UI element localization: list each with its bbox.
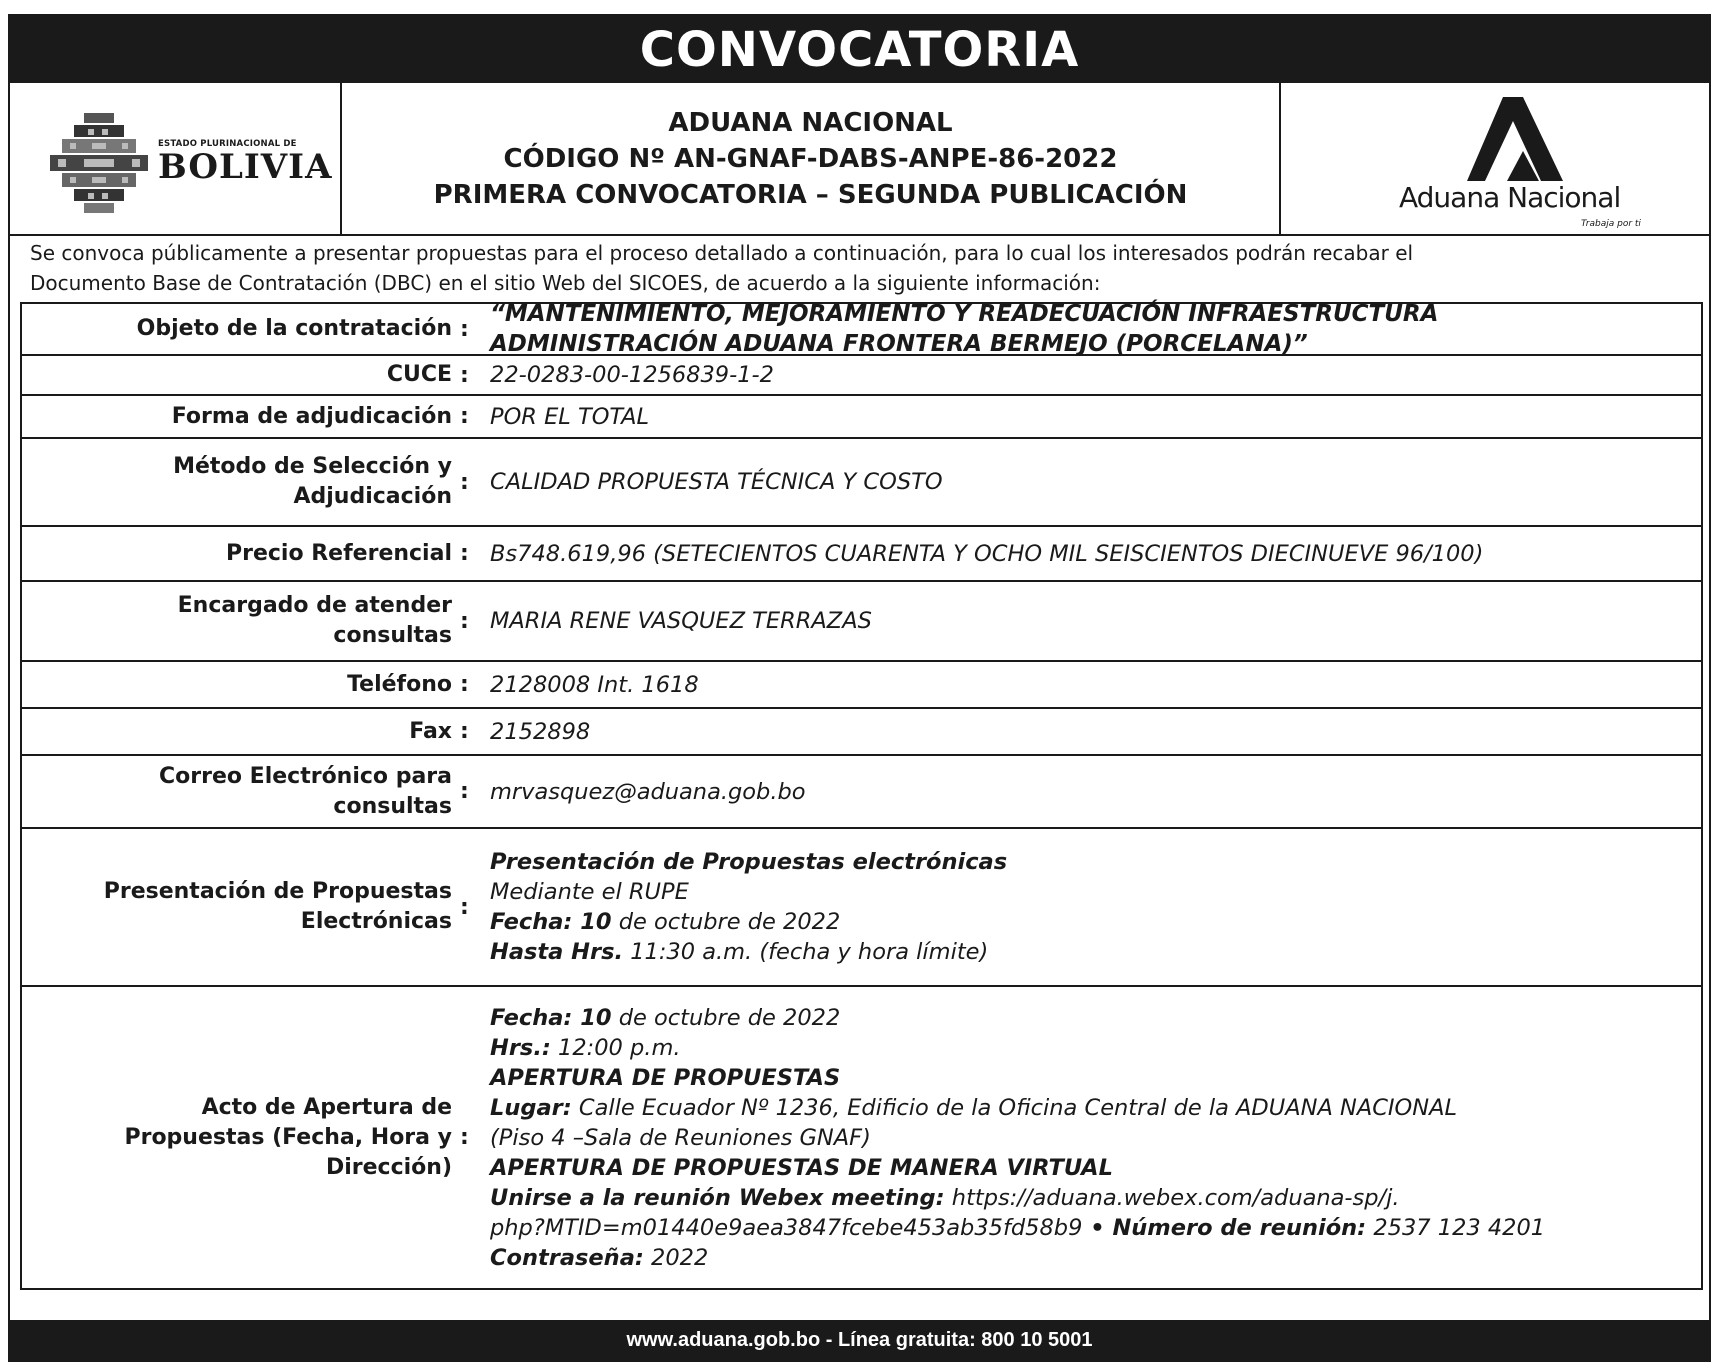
label-cuce: CUCE (386, 362, 452, 387)
presentacion-fecha: Fecha: 10 de octubre de 2022 (490, 909, 841, 935)
header-line2: CÓDIGO Nº AN-GNAF-DABS-ANPE-86-2022 (503, 143, 1118, 174)
presentacion-line2: Mediante el RUPE (490, 879, 689, 905)
acto-lugar: Lugar: Calle Ecuador Nº 1236, Edificio de la Oficina Central de la ADUANA NACIONAL (490, 1094, 1458, 1121)
banner-title: CONVOCATORIA (639, 21, 1080, 78)
acto-hrs: Hrs.: 12:00 p.m. (490, 1034, 681, 1061)
row-forma (22, 396, 1701, 439)
aduana-logo (1281, 83, 1709, 234)
header (10, 83, 1709, 236)
header-line3: PRIMERA CONVOCATORIA – SEGUNDA PUBLICACIÓN (433, 179, 1188, 210)
announcement-frame (8, 14, 1711, 1362)
colon: : (460, 362, 469, 388)
row-correo (22, 756, 1701, 829)
label-correo-line2: consultas (333, 793, 452, 819)
value-metodo: CALIDAD PROPUESTA TÉCNICA Y COSTO (490, 469, 943, 495)
label-correo-line1: Correo Electrónico para (159, 763, 452, 789)
label-acto-line1: Acto de Apertura de (201, 1094, 452, 1120)
colon: : (460, 894, 469, 920)
colon: : (460, 608, 469, 634)
intro-line1: Se convoca públicamente a presentar propuestas para el proceso detallado a continuación, para lo cual los interesados podrán recabar el (30, 241, 1414, 265)
value-telefono: 2128008 Int. 1618 (490, 671, 699, 698)
header-titles (342, 83, 1281, 234)
value-objeto-line2: ADMINISTRACIÓN ADUANA FRONTERA BERMEJO (PORCELANA)” (490, 331, 1308, 357)
label-metodo-line1: Método de Selección y (173, 454, 452, 479)
webex-link-cont[interactable]: php?MTID=m01440e9aea3847fcebe453ab35fd58b9 (490, 1214, 1083, 1241)
intro-line2: Documento Base de Contratación (DBC) en el sitio Web del SICOES, de acuerdo a la siguiente información: (30, 271, 1101, 295)
acto-virtual: APERTURA DE PROPUESTAS DE MANERA VIRTUAL (490, 1154, 1113, 1181)
aduana-logo-tagline: Trabaja por ti (1581, 219, 1641, 229)
acto-webex-line2: php?MTID=m01440e9aea3847fcebe453ab35fd58b9 • Número de reunión: 2537 123 4201 (490, 1214, 1546, 1241)
colon: : (460, 469, 469, 495)
presentacion-hasta: Hasta Hrs. 11:30 a.m. (fecha y hora límite) (490, 939, 989, 965)
label-acto-line2: Propuestas (Fecha, Hora y (124, 1124, 452, 1150)
label-fax: Fax (409, 718, 452, 744)
row-cuce (22, 356, 1701, 396)
footer-text: www.aduana.gob.bo - Línea gratuita: 800 10 5001 (626, 1328, 1093, 1351)
label-precio: Precio Referencial (225, 540, 452, 566)
value-encargado: MARIA RENE VASQUEZ TERRAZAS (490, 608, 872, 634)
aduana-logo-name: Aduana Nacional (1399, 181, 1621, 214)
row-encargado (22, 582, 1701, 662)
presentacion-title: Presentación de Propuestas electrónicas (490, 849, 1008, 875)
colon: : (460, 541, 469, 566)
bolivia-logo-small: ESTADO PLURINACIONAL DE (158, 139, 297, 149)
label-encargado-line2: consultas (333, 623, 452, 648)
header-line1: ADUANA NACIONAL (668, 107, 953, 138)
colon: : (460, 719, 469, 744)
colon: : (460, 316, 469, 342)
bolivia-emblem-icon (44, 109, 154, 217)
value-precio: Bs748.619,96 (SETECIENTOS CUARENTA Y OCHO MIL SEISCIENTOS DIECINUEVE 96/100) (490, 540, 1484, 567)
value-objeto-line1: “MANTENIMIENTO, MEJORAMIENTO Y READECUACIÓN INFRAESTRUCTURA (490, 301, 1439, 327)
value-cuce: 22-0283-00-1256839-1-2 (490, 362, 774, 388)
colon: : (460, 672, 469, 697)
acto-lugar-line2: (Piso 4 –Sala de Reuniones GNAF) (490, 1124, 871, 1151)
label-encargado-line1: Encargado de atender (177, 593, 452, 618)
acto-apertura: APERTURA DE PROPUESTAS (490, 1064, 841, 1091)
value-correo: mrvasquez@aduana.gob.bo (490, 778, 806, 805)
intro-text (30, 238, 1690, 298)
label-presentacion-line1: Presentación de Propuestas (103, 879, 452, 904)
value-forma: POR EL TOTAL (490, 403, 650, 430)
footer (10, 1320, 1709, 1360)
label-telefono: Teléfono (347, 671, 452, 697)
row-precio (22, 527, 1701, 582)
label-acto-line3: Dirección) (325, 1154, 452, 1180)
webex-link[interactable]: https://aduana.webex.com/aduana-sp/j. (944, 1184, 1400, 1211)
row-telefono (22, 662, 1701, 709)
row-acto (22, 987, 1701, 1290)
colon: : (460, 1125, 469, 1150)
bolivia-logo-big: BOLIVIA (158, 147, 333, 187)
row-presentacion (22, 829, 1701, 987)
label-forma: Forma de adjudicación (171, 403, 452, 429)
colon: : (460, 404, 469, 429)
info-table (20, 302, 1703, 1290)
label-metodo-line2: Adjudicación (293, 484, 452, 509)
row-fax (22, 709, 1701, 756)
label-presentacion-line2: Electrónicas (300, 909, 452, 934)
bolivia-logo (10, 83, 342, 234)
colon: : (460, 779, 469, 804)
acto-webex: Unirse a la reunión Webex meeting: https://aduana.webex.com/aduana-sp/j. (490, 1184, 1400, 1211)
acto-password: Contraseña: 2022 (490, 1244, 709, 1271)
acto-fecha: Fecha: 10 de octubre de 2022 (490, 1004, 841, 1031)
row-metodo (22, 439, 1701, 527)
aduana-mountain-icon (1467, 95, 1563, 181)
row-objeto (22, 301, 1701, 357)
title-banner (10, 16, 1709, 83)
label-objeto: Objeto de la contratación (136, 316, 452, 341)
value-fax: 2152898 (490, 718, 591, 745)
